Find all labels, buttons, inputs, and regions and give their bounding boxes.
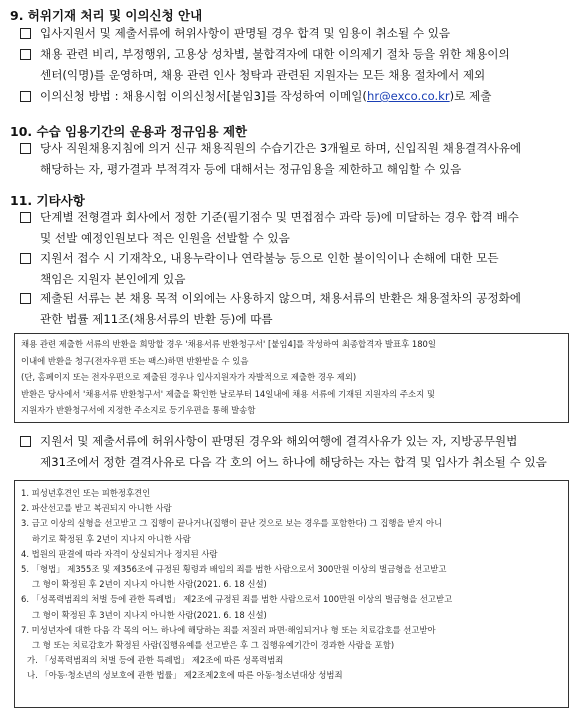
s11-item-1: 단계별 전형결과 회사에서 정한 기준(필기점수 및 면접점수 과락 등)에 미달하는 경우 합격 배수 및 선발 예정인원보다 적은 인원을 선발할 수 있음: [20, 207, 575, 249]
section-9-title: 9. 허위기재 처리 및 이의신청 안내: [10, 8, 203, 23]
s9-item-2: 채용 관련 비리, 부정행위, 고용상 성차별, 불합격자에 대한 이의제기 절차 등을 위한 채용이의 센터(익명)를 운영하며, 채용 관련 인사 청탁과 관련된 지원자는 모든 채용 절차에서 제외: [20, 44, 575, 86]
s11-item-4: 지원서 및 제출서류에 허위사항이 판명된 경우와 해외여행에 결격사유가 있는 자, 지방공무원법 제31조에서 정한 결격사유로 다음 각 호의 어느 하나에 해당하는 자는 합격 및 입사가 취소될 수 있음: [20, 431, 575, 473]
disq-item: 7. 미성년자에 대한 다음 각 목의 어느 하나에 해당하는 죄를 저질러 파면·해임되거나 형 또는 치료감호를 선고받아: [21, 624, 436, 635]
checkbox-icon: [20, 143, 31, 154]
disq-item: 2. 파산선고를 받고 복권되지 아니한 사람: [21, 503, 172, 514]
email-link[interactable]: hr@exco.co.kr: [366, 89, 450, 103]
checkbox-icon: [20, 28, 31, 39]
checkbox-icon: [20, 253, 31, 264]
disq-item: 3. 금고 이상의 실형을 선고받고 그 집행이 끝나거나(집행이 끝난 것으로 보는 경우를 포함한다) 그 집행을 받지 아니: [21, 518, 443, 529]
checkbox-icon: [20, 49, 31, 60]
checkbox-icon: [20, 212, 31, 223]
checkbox-icon: [20, 91, 31, 102]
s10-item-1: 당사 직원채용지침에 의거 신규 채용직원의 수습기간은 3개월로 하며, 신입직원 채용결격사유에 해당하는 자, 평가결과 부적격자 등에 대해서는 정규임용을 제한하고 해임할 수 있음: [20, 138, 575, 180]
section-10-title: 10. 수습 임용기간의 운용과 정규임용 제한: [10, 124, 248, 139]
disq-item: 1. 피성년후견인 또는 피한정후견인: [21, 488, 151, 498]
s9-item-1: 입사지원서 및 제출서류에 허위사항이 판명될 경우 합격 및 임용이 취소될 수 있음: [20, 23, 575, 44]
disq-item: 5. 「형법」 제355조 및 제356조에 규정된 횡령과 배임의 죄를 범한 사람으로서 300만원 이상의 벌금형을 선고받고: [21, 564, 447, 575]
disq-item: 4. 법원의 판결에 따라 자격이 상실되거나 정지된 사람: [21, 548, 218, 559]
disqualification-list-box: 1. 피성년후견인 또는 피한정후견인 2. 파산선고를 받고 복권되지 아니한 사람 3. 금고 이상의 실형을 선고받고 그 집행이 끝나거나(집행이 끝난 것으로 보는 경우를 포함한다) 그 집행을 받지 아니 하기로 확정된 후 2년이 지나지 아니한 사람 4. 법원의 판결에 따라 자격이 상실되거나 정지된 사람 5. 「형법」 제355조 및 제356조에 규정된 횡령과 배임의 죄를 범한 사람으로서 300만원 이상의 벌금형을 선고받고 그 형이 확정된 후 2년이 지나지 아니한 사람(2021. 6. 18 신설) 6. 「성폭력범죄의 처벌 등에 관한 특례법」 제2조에 규정된 죄를 범한 사람으로서 100만원 이상의 벌금형을 선고받고 그 형이 확정된 후 3년이 지나지 아니한 사람(2021. 6. 18 신설) 7. 미성년자에 대한 다음 각 목의 어느 하나에 해당하는 죄를 저질러 파면·해임되거나 형 또는 치료감호를 선고받아 그 형 또는 치료감호가 확정된 사람(집행유예를 선고받은 후 그 집행유예기간이 경과한 사람을 포함) 가. 「성폭력범죄의 처벌 등에 관한 특례법」 제2조에 따른 성폭력범죄 나. 「아동·청소년의 성보호에 관한 법률」 제2조제2호에 따른 아동·청소년대상 성범죄: [14, 480, 569, 708]
s11-item-2: 지원서 접수 시 기재착오, 내용누락이나 연락불능 등으로 인한 불이익이나 손해에 대한 모든 책임은 지원자 본인에게 있음: [20, 248, 575, 290]
section-11-title: 11. 기타사항: [10, 193, 85, 208]
s9-item-3: 이의신청 방법 : 채용시험 이의신청서[붙임3]를 작성하여 이메일(hr@exco.co.kr)로 제출: [20, 86, 575, 107]
return-request-note-box: 채용 관련 제출한 서류의 반환을 희망할 경우 '채용서류 반환청구서' [붙임4]를 작성하여 최종합격자 발표후 180일 이내에 반환을 청구(전자우편 또는 팩스)하면 반환받을 수 있음 (단, 홈페이지 또는 전자우편으로 제출된 경우나 입사지원자가 자발적으로 제출한 경우 제외) 반환은 당사에서 '채용서류 반환청구서' 제출을 확인한 날로부터 14일내에 채용 서류에 기재된 지원자의 주소지 및 지원자가 반환청구서에 지정한 주소지로 등기우편을 통해 발송함: [14, 333, 569, 423]
checkbox-icon: [20, 293, 31, 304]
checkbox-icon: [20, 436, 31, 447]
disq-item: 6. 「성폭력범죄의 처벌 등에 관한 특례법」 제2조에 규정된 죄를 범한 사람으로서 100만원 이상의 벌금형을 선고받고: [21, 594, 453, 605]
s11-item-3: 제출된 서류는 본 채용 목적 이외에는 사용하지 않으며, 채용서류의 반환은 채용절차의 공정화에 관한 법률 제11조(채용서류의 반환 등)에 따름: [20, 288, 575, 330]
